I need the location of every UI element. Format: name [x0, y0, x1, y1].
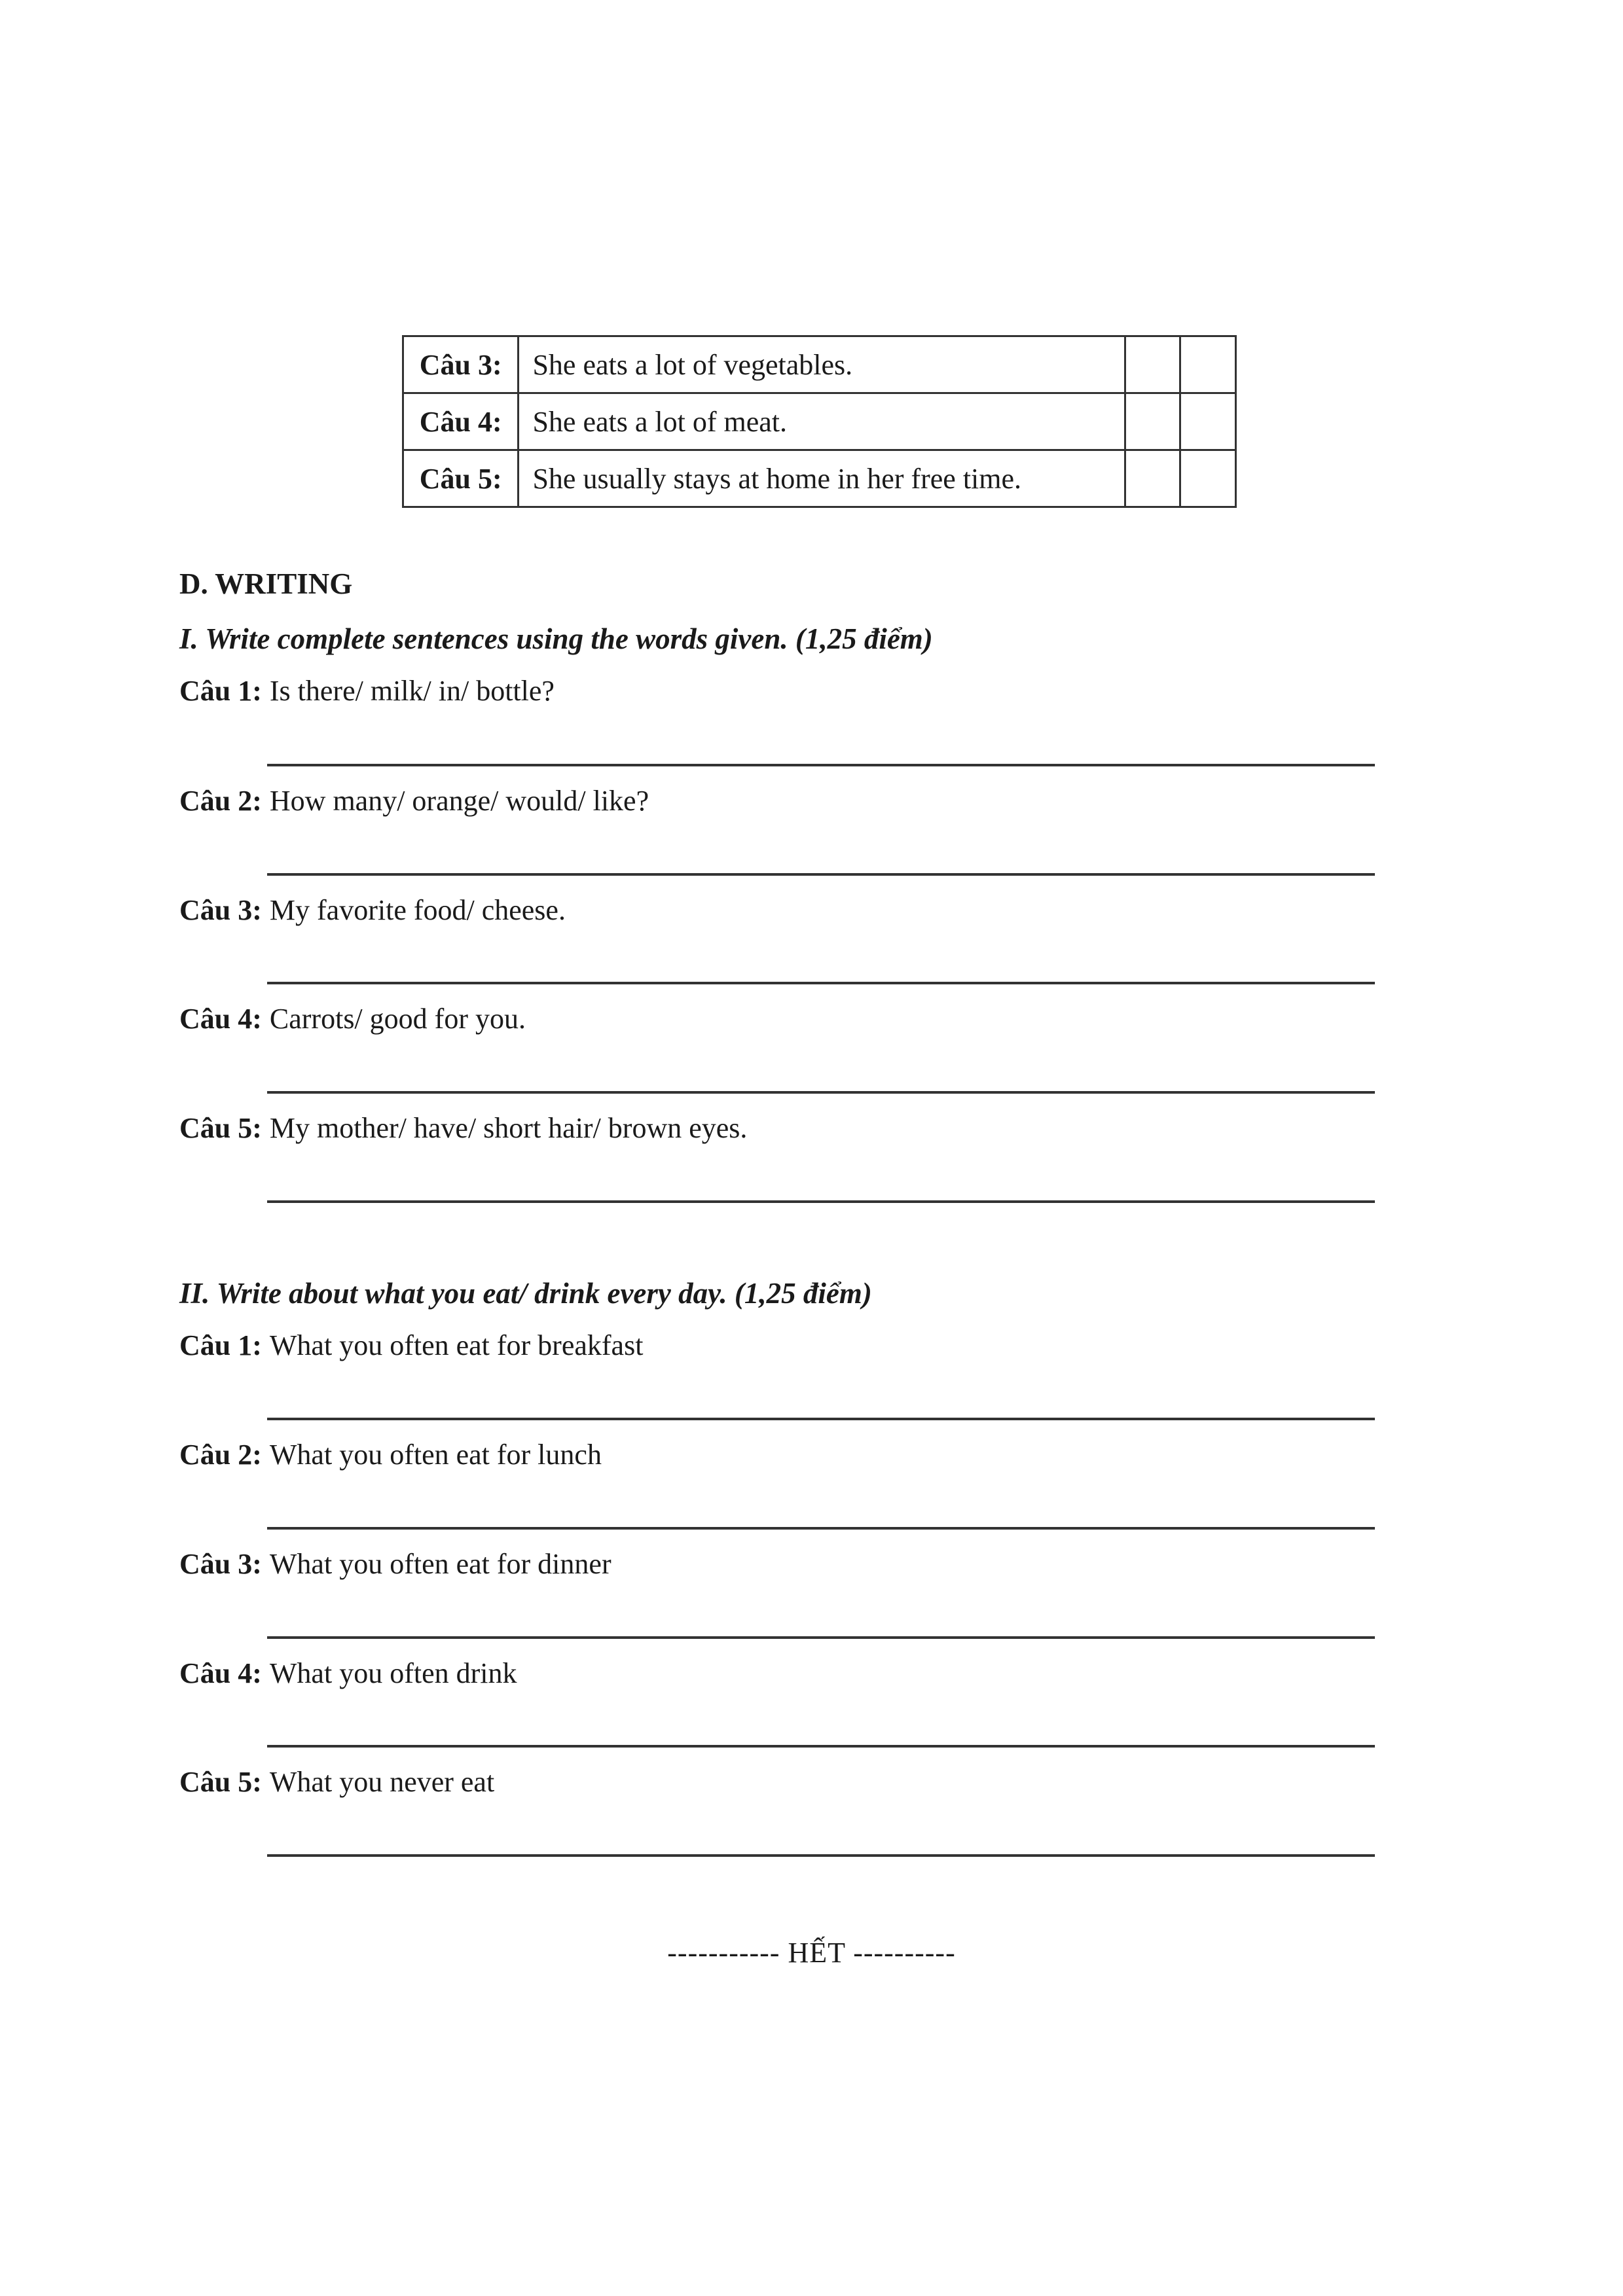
item-label: Câu 4:: [179, 1657, 262, 1689]
part2-item-3: [179, 1547, 611, 1581]
statement: She usually stays at home in her free time.: [519, 450, 1125, 507]
answer-line-3[interactable]: [267, 982, 1375, 984]
item-prompt: Is there/ milk/ in/ bottle?: [269, 675, 555, 707]
true-answer-box[interactable]: [1125, 336, 1180, 393]
table-row: [403, 393, 1236, 450]
answer-line-2[interactable]: [267, 873, 1375, 876]
section-title: D. WRITING: [179, 567, 353, 600]
part2-item-5: [179, 1765, 494, 1799]
answer-line-1[interactable]: [267, 764, 1375, 766]
false-answer-box[interactable]: [1180, 450, 1236, 507]
part2-item-1: [179, 1329, 643, 1362]
item-label: Câu 3:: [179, 1548, 262, 1580]
item-prompt: Carrots/ good for you.: [269, 1003, 526, 1035]
true-answer-box[interactable]: [1125, 450, 1180, 507]
item-label: Câu 4:: [179, 1003, 262, 1035]
part2-item-4: [179, 1657, 517, 1690]
answer-line-7[interactable]: [267, 1527, 1375, 1530]
item-label: Câu 2:: [179, 1439, 262, 1471]
part2-item-2: [179, 1438, 602, 1471]
statement: She eats a lot of vegetables.: [519, 336, 1125, 393]
part1-item-3: [179, 893, 566, 927]
question-label: Câu 3:: [403, 336, 519, 393]
item-prompt: What you never eat: [269, 1766, 495, 1798]
true-false-table: [402, 335, 1237, 508]
part2-title: II. Write about what you eat/ drink every day. (1,25 điểm): [179, 1277, 872, 1310]
part1-item-4: [179, 1002, 526, 1035]
part1-item-1: [179, 674, 555, 708]
true-answer-box[interactable]: [1125, 393, 1180, 450]
item-prompt: What you often eat for dinner: [269, 1548, 611, 1580]
end-mark: ----------- HẾT ----------: [667, 1937, 956, 1969]
statement: She eats a lot of meat.: [519, 393, 1125, 450]
item-label: Câu 1:: [179, 1329, 262, 1361]
item-label: Câu 2:: [179, 785, 262, 817]
item-prompt: What you often drink: [269, 1657, 517, 1689]
item-prompt: My mother/ have/ short hair/ brown eyes.: [269, 1112, 748, 1144]
answer-line-10[interactable]: [267, 1854, 1375, 1857]
false-answer-box[interactable]: [1180, 393, 1236, 450]
part1-item-5: [179, 1111, 747, 1145]
answer-line-4[interactable]: [267, 1091, 1375, 1094]
item-label: Câu 5:: [179, 1112, 262, 1144]
table-row: [403, 450, 1236, 507]
answer-line-8[interactable]: [267, 1636, 1375, 1639]
item-prompt: What you often eat for lunch: [269, 1439, 602, 1471]
item-label: Câu 1:: [179, 675, 262, 707]
item-prompt: My favorite food/ cheese.: [269, 894, 566, 926]
question-label: Câu 5:: [403, 450, 519, 507]
false-answer-box[interactable]: [1180, 336, 1236, 393]
part1-title: I. Write complete sentences using the words given. (1,25 điểm): [179, 622, 933, 655]
item-prompt: How many/ orange/ would/ like?: [269, 785, 649, 817]
item-prompt: What you often eat for breakfast: [269, 1329, 644, 1361]
answer-line-9[interactable]: [267, 1745, 1375, 1748]
table-row: [403, 336, 1236, 393]
answer-line-6[interactable]: [267, 1418, 1375, 1420]
item-label: Câu 5:: [179, 1766, 262, 1798]
answer-line-5[interactable]: [267, 1200, 1375, 1203]
question-label: Câu 4:: [403, 393, 519, 450]
item-label: Câu 3:: [179, 894, 262, 926]
part1-item-2: [179, 784, 649, 817]
